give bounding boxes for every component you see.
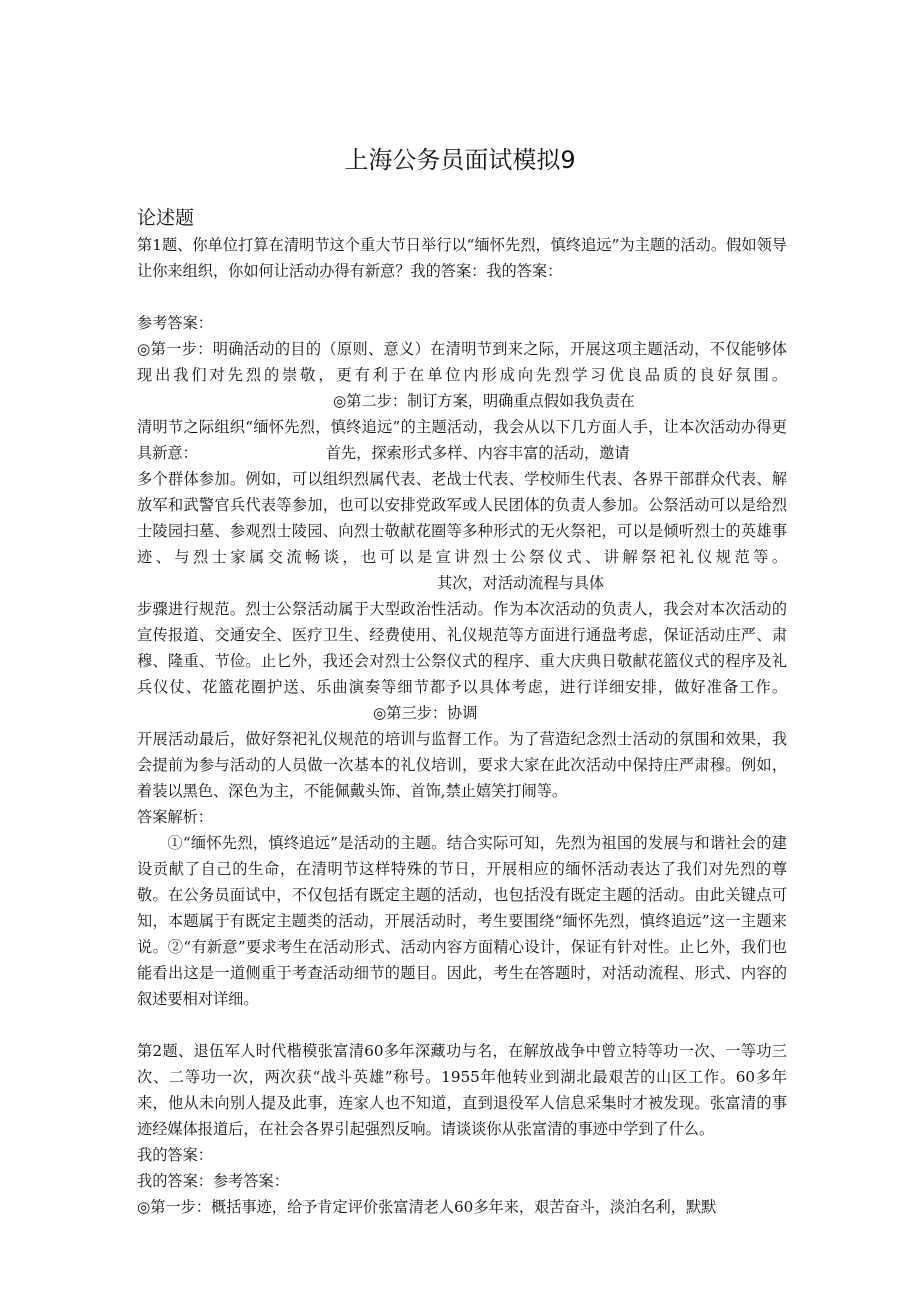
answer-first-detail: 多个群体参加。例如，可以组织烈属代表、老战士代表、学校师生代表、各界干部群众代表、解放军和武警官兵代表等参加，也可以安排党政军或人民团体的负责人参加。公祭活动可以是给烈士陵园扫墓、参观烈士陵园、向烈士敬献花圈等多种形式的无火祭祀，可以是倾听烈士的英雄事迹、与烈士家属交流畅谈，也可以是宣讲烈士公祭仪式、讲解祭祀礼仪规范等。: [137, 470, 787, 566]
analysis-label: 答案解析：: [137, 808, 213, 826]
document-title: 上海公务员面试模拟9: [344, 146, 576, 174]
analysis-text: ①“缅怀先烈，慎终追远”是活动的主题。结合实际可知，先烈为祖国的发展与和谐社会的建设贡献了自己的生命，在清明节这样特殊的节日，开展相应的缅怀活动表达了我们对先烈的尊敬。在公务员面试中，不仅包括有既定主题的活动，也包括没有既定主题的活动。由此关键点可知，本题属于有既定主题类的活动，开展活动时，考生要围绕“缅怀先烈，慎终追远”这一主题来说。②“有新意”要求考生在活动形式、活动内容方面精心设计，保证有针对性。止匕外，我们也能看出这是一道侧重于考查活动细节的题目。因此，考生在答题时，对活动流程、形式、内容的叙述要相对详细。: [137, 834, 787, 1008]
question-2: 第2题、退伍军人时代楷模张富清60多年深藏功与名，在解放战争中曾立特等功一次、一等功三次、二等功一次，两次获“战斗英雄”称号。1955年他转业到湖北最艰苦的山区工作。60多年来，他从未向别人提及此事，连家人也不知道，直到退役军人信息采集时才被发现。张富清的事迹经媒体报道后，在社会各界引起强烈反响。请谈谈你从张富清的事迹中学到了什么。: [137, 1042, 787, 1138]
answer-step-3-detail: 开展活动最后，做好祭祀礼仪规范的培训与监督工作。为了营造纪念烈士活动的氛围和效果，我会提前为参与活动的人员做一次基本的礼仪培训，要求大家在此次活动中保持庄严肃穆。例如，着装以黑色、深色为主，不能佩戴头饰、首饰,禁止嬉笑打闹等。: [137, 730, 787, 800]
answer-paragraph: [137, 466, 787, 596]
answer-second-point: 其次，对活动流程与具体: [437, 574, 605, 592]
answer-step-1: ◎第一步：明确活动的目的（原则、意义）在清明节到来之际，开展这项主题活动，不仅能够体现出我们对先烈的崇敬，更有利于在单位内形成向先烈学习优良品质的良好氛围。: [137, 340, 787, 384]
answer-step-2: ◎第二步：制订方案，明确重点假如我负责在: [333, 392, 635, 410]
answer-step-2-detail: 清明节之际组织“缅怀先烈，慎终追远”的主题活动，我会从以下几方面人手，让本次活动办得更具新意：: [137, 418, 787, 462]
document-body: [137, 204, 787, 1220]
question-1: 第1题、你单位打算在清明节这个重大节日举行以“缅怀先烈，慎终追远”为主题的活动。假如领导让你来组织，你如何让活动办得有新意？我的答案：我的答案：: [137, 236, 787, 280]
answer-first-point: 首先，探索形式多样、内容丰富的活动，邀请: [325, 444, 630, 462]
answer-step-3: ◎第三步：协调: [373, 704, 478, 722]
answer-step-1: ◎第一步：概括事迹，给予肯定评价张富清老人60多年来，艰苦奋斗，淡泊名利，默默: [137, 1198, 717, 1216]
answer-paragraph: [137, 336, 787, 414]
my-answer-label: 我的答案：: [137, 1146, 213, 1164]
section-heading: 论述题: [137, 207, 195, 229]
my-answer-reference-label: 我的答案：参考答案：: [137, 1172, 289, 1190]
answer-second-detail: 步骤进行规范。烈士公祭活动属于大型政治性活动。作为本次活动的负责人，我会对本次活动的宣传报道、交通安全、医疗卫生、经费使用、礼仪规范等方面进行通盘考虑，保证活动庄严、肃穆、隆重、节俭。止匕外，我还会对烈士公祭仪式的程序、重大庆典日敬献花篮仪式的程序及礼兵仪仗、花篮花圈护送、乐曲演奏等细节都予以具体考虑，进行详细安排，做好准备工作。: [137, 600, 787, 696]
answer-paragraph: [137, 414, 787, 466]
reference-answer-label: 参考答案：: [137, 314, 213, 332]
answer-paragraph: [137, 596, 787, 726]
